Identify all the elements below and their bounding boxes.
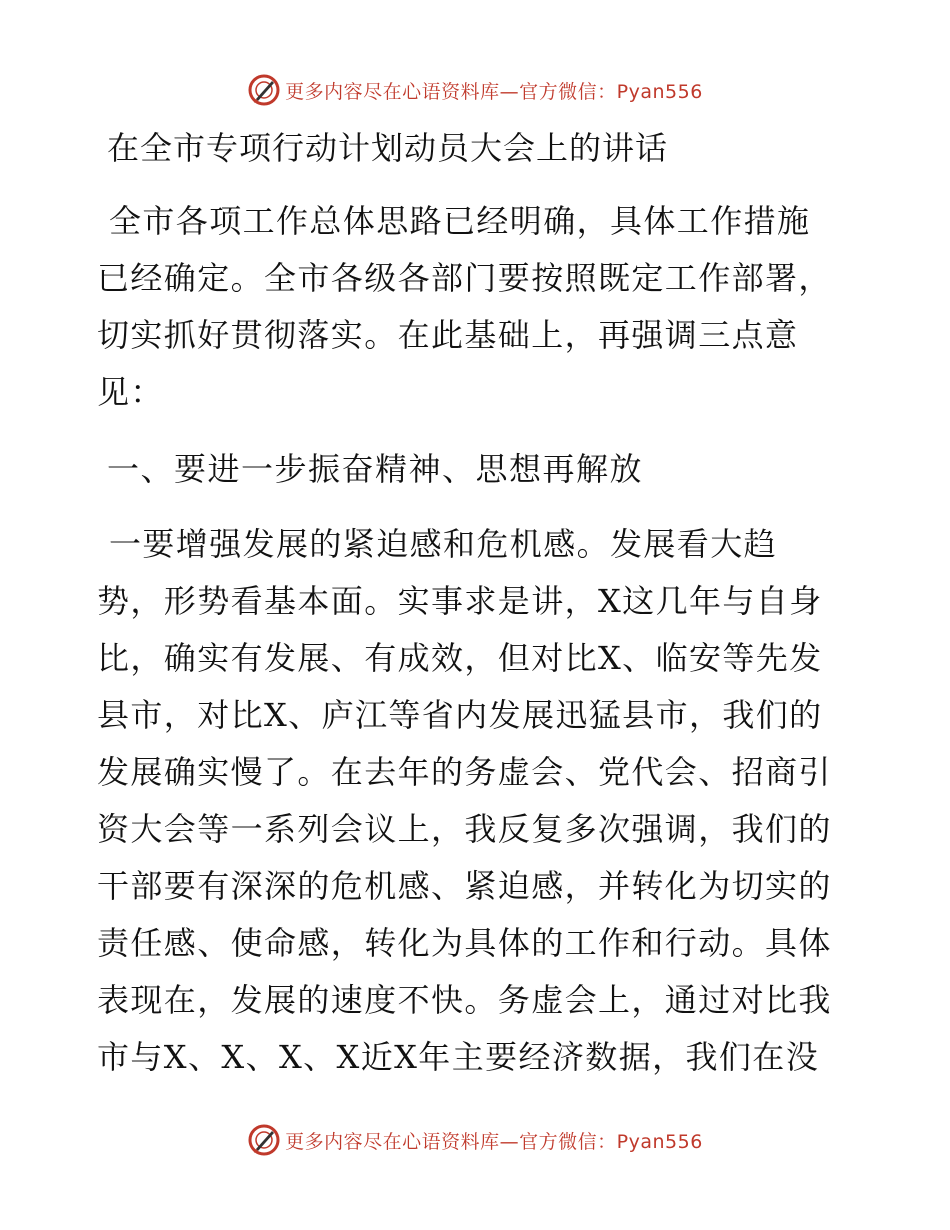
watermark-header <box>0 70 950 110</box>
text-line: 资大会等一系列会议上，我反复多次强调，我们的 <box>97 810 832 848</box>
text-line: 发展确实慢了。在去年的务虚会、党代会、招商引 <box>97 753 832 791</box>
text-line: 市与X、X、X、X近X年主要经济数据，我们在没 <box>97 1038 820 1076</box>
watermark-text: 更多内容尽在心语资料库—官方微信：Pyan556 <box>285 80 703 103</box>
document-title: 在全市专项行动计划动员大会上的讲话 <box>107 129 669 167</box>
text-line: 见： <box>97 373 164 411</box>
text-line: 干部要有深深的危机感、紧迫感，并转化为切实的 <box>97 867 832 905</box>
pen-logo-icon <box>247 1123 281 1157</box>
text-line: 责任感、使命感，转化为具体的工作和行动。具体 <box>97 924 832 962</box>
watermark-text: 更多内容尽在心语资料库—官方微信：Pyan556 <box>285 1130 703 1153</box>
paragraph-section-1 <box>97 516 857 1086</box>
watermark-footer <box>0 1120 950 1160</box>
paragraph-intro <box>97 193 857 421</box>
text-line: 已经确定。全市各级各部门要按照既定工作部署， <box>97 259 832 297</box>
section-heading: 一、要进一步振奋精神、思想再解放 <box>107 450 644 488</box>
text-line: 一要增强发展的紧迫感和危机感。发展看大趋 <box>109 525 778 563</box>
text-line: 全市各项工作总体思路已经明确，具体工作措施 <box>109 202 811 240</box>
pen-logo-icon <box>247 73 281 107</box>
document-body <box>97 121 857 1086</box>
text-line: 切实抓好贯彻落实。在此基础上，再强调三点意 <box>97 316 799 354</box>
text-line: 势，形势看基本面。实事求是讲，X这几年与自身 <box>97 582 823 620</box>
text-line: 比，确实有发展、有成效，但对比X、临安等先发 <box>97 639 823 677</box>
text-line: 县市，对比X、庐江等省内发展迅猛县市，我们的 <box>97 696 823 734</box>
text-line: 表现在，发展的速度不快。务虚会上，通过对比我 <box>97 981 832 1019</box>
